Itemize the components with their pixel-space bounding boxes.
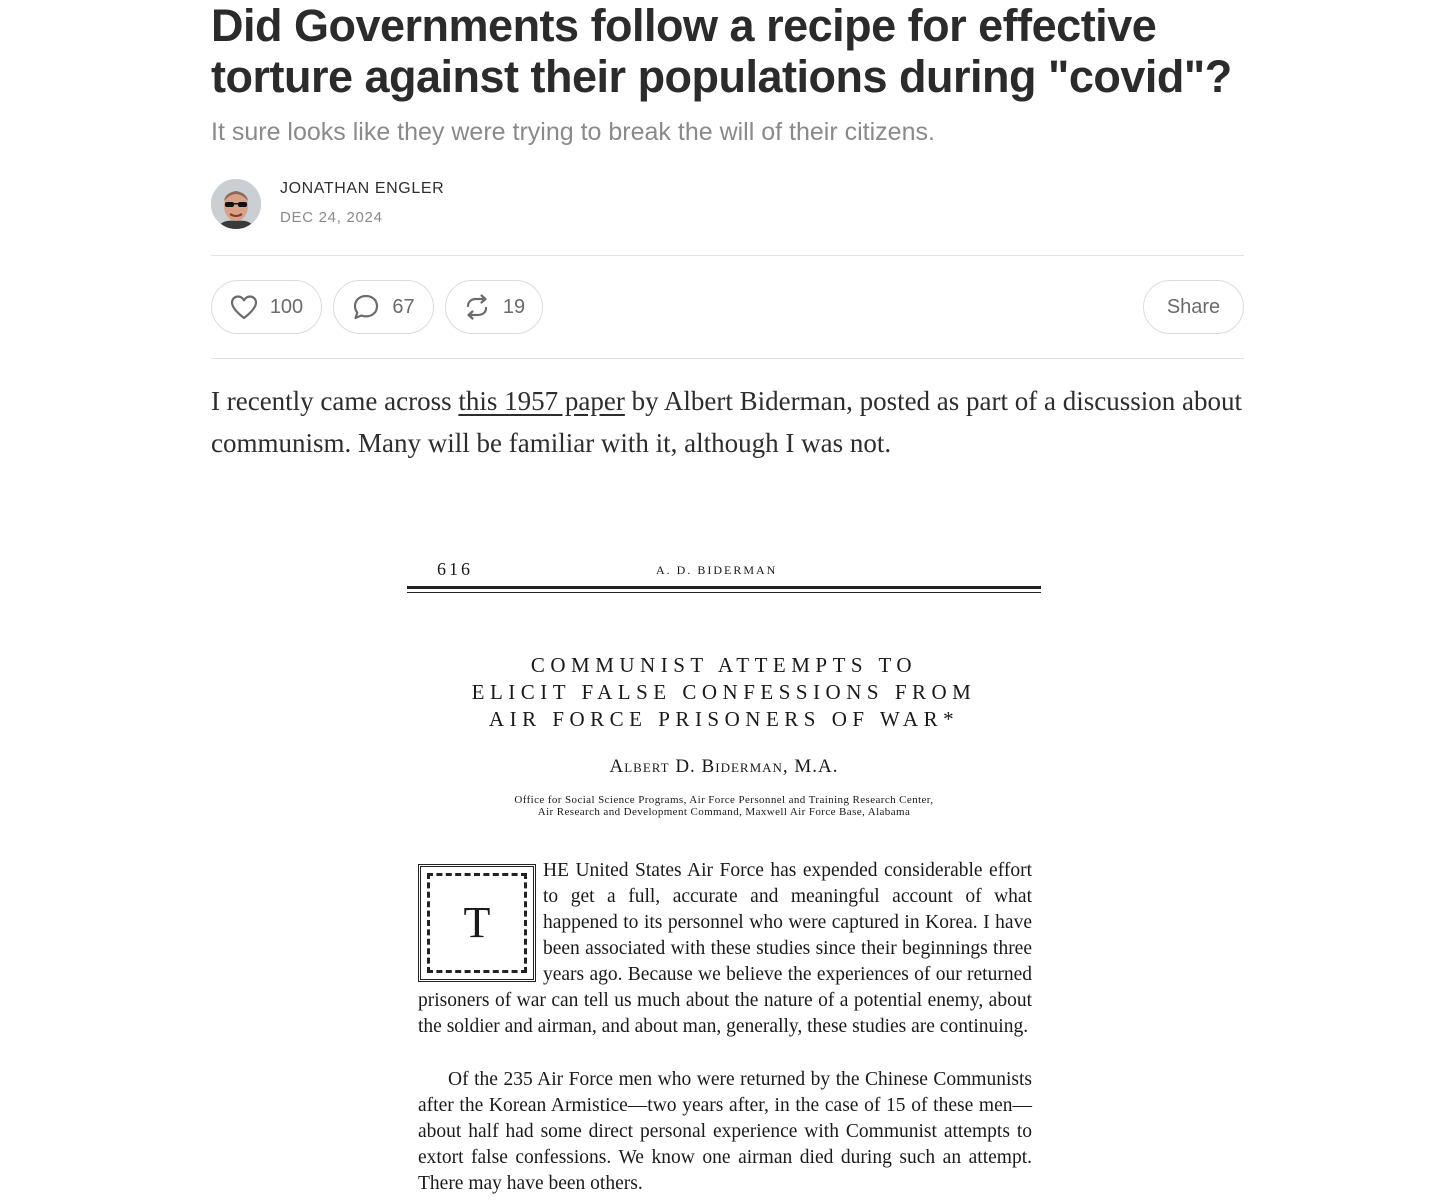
restack-button[interactable] [445,280,543,334]
scan-title-line: ELICIT FALSE CONFESSIONS FROM [471,680,977,704]
share-button[interactable] [1143,280,1244,334]
share-label: Share [1166,295,1221,318]
scan-header-rule [407,586,1041,589]
article-paragraph [211,380,1251,464]
like-count: 100 [269,295,304,318]
heart-icon [230,294,258,320]
scan-author: Albert D. Biderman, M.A. [609,756,839,777]
article-subtitle: It sure looks like they were trying to break the will of their citizens. [211,118,935,146]
scan-header-rule-thin [407,592,1041,593]
scan-title-line: AIR FORCE PRISONERS OF WAR* [488,707,960,731]
comment-button[interactable] [333,280,434,334]
comment-bubble-icon [352,293,380,321]
comment-count: 67 [392,295,415,318]
scan-drop-cap-frame [418,864,536,982]
paragraph-text-after-link: by Albert Biderman, posted as part of a discussion about communism. Many will be familiar with it, although I was not. [211,386,1242,458]
scanned-paper-image [404,552,1044,1203]
scan-running-head: A. D. BIDERMAN [656,563,778,577]
scan-title [404,652,1044,733]
restack-arrows-icon [463,293,491,321]
avatar-photo [211,179,261,229]
paper-link[interactable]: this 1957 paper [458,386,625,416]
scan-title-line: COMMUNIST ATTEMPTS TO [530,653,918,677]
paragraph-text-before-link: I recently came across [211,386,459,416]
divider-top [211,255,1244,256]
scan-affiliation-line: Office for Social Science Programs, Air Force Personnel and Training Research Center, [514,794,934,806]
scan-drop-cap: T [463,898,491,947]
scan-paragraph-2: Of the 235 Air Force men who were returned by the Chinese Communists after the Korean Armistice—two years after, in the case of 15 of these men—about half had some direct personal experience with Communist attempts to extort false confessions. We know one airman died during such an attempt. There may have been others. [418,1069,1032,1194]
divider-bottom [211,358,1244,359]
scan-page-number: 616 [437,559,473,579]
publish-date: DEC 24, 2024 [280,209,383,226]
author-name[interactable]: JONATHAN ENGLER [280,180,445,197]
restack-count: 19 [502,295,526,318]
scan-paragraph-1-text: HE United States Air Force has expended considerable effort to get a full, accurate and meaningful account of what happened to its personnel who were captured in Korea. I have been associated with these studies since their beginnings three years ago. Because we believe the experiences of our returned prisoners of war can tell us much about the nature of a potential enemy, about the soldier and airman, and about man, generally, these studies are continuing. [418,860,1032,1037]
like-button[interactable] [211,280,322,334]
scan-affiliation-line: Air Research and Development Command, Maxwell Air Force Base, Alabama [537,806,911,818]
scan-affiliation [404,794,1044,818]
article-title: Did Governments follow a recipe for effective torture against their populations during "covid"? [211,0,1232,102]
author-avatar[interactable] [211,179,261,229]
